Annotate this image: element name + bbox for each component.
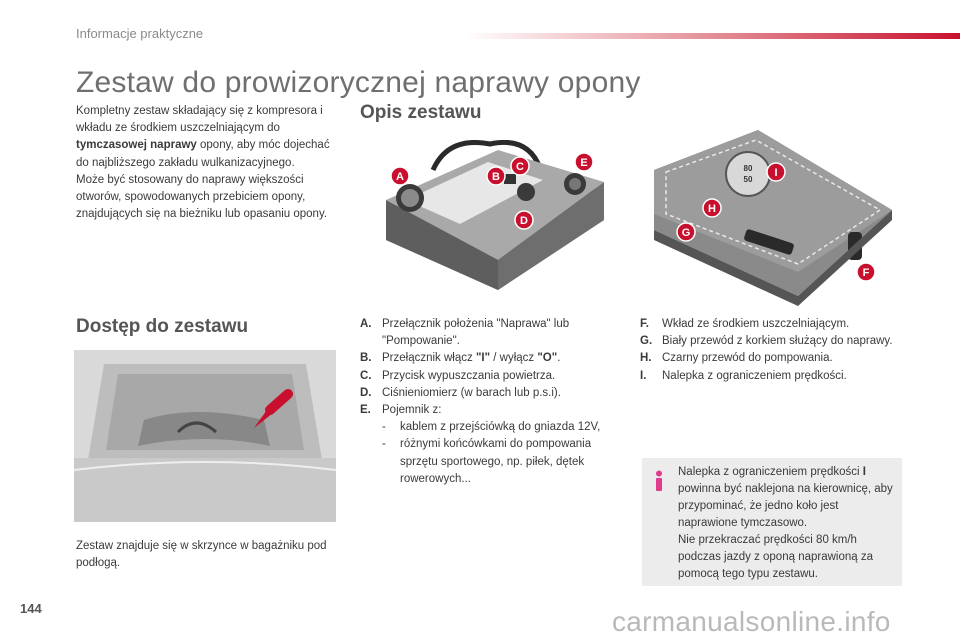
info-icon <box>652 470 666 492</box>
legend-subitem-nozzles: - różnymi końcówkami do pompowania sprzętu sportowego, np. piłek, dętek rowerowych... <box>382 438 592 485</box>
legend-item-b: B. Przełącznik włącz "I" / wyłącz "O". <box>360 352 561 365</box>
legend-item-d: D. Ciśnieniomierz (w barach lub p.s.i). <box>360 386 561 399</box>
legend-item-e: E. Pojemnik z: <box>360 404 442 417</box>
legend-subitem-cable: - kablem z przejściówką do gniazda 12V, <box>382 421 601 434</box>
callout-e <box>575 153 593 171</box>
legend-item-g: G. Biały przewód z korkiem służący do naprawy. <box>640 335 893 348</box>
svg-text:B: B <box>492 171 500 183</box>
info-note <box>642 458 902 586</box>
callout-f <box>857 263 875 281</box>
page-title: Zestaw do prowizorycznej naprawy opony <box>76 66 641 99</box>
callout-i <box>767 163 785 181</box>
trunk-caption: Zestaw znajduje się w skrzynce w bagażniku pod podłogą. <box>76 540 327 570</box>
legend-left <box>360 316 618 488</box>
legend-item-a: A. Przełącznik położenia "Naprawa" lub "Pompowanie". <box>360 318 570 348</box>
svg-text:D: D <box>520 215 528 227</box>
sticker-50: 50 <box>743 175 753 184</box>
kit-top-illustration <box>378 140 610 295</box>
sticker-80: 80 <box>743 164 753 173</box>
svg-text:C: C <box>516 161 524 173</box>
intro-text: Kompletny zestaw składający się z kompresora i wkładu ze środkiem uszczelniającym do tymczasowej naprawy opony, aby móc dojechać do najbliższego zakładu wulkanizacyjnego. Może być stosowany do naprawy większości otworów, spowodowanych przebiciem opony, znajdujących się na bieżniku lub opasaniu opony. <box>76 105 330 221</box>
section-label: Informacje praktyczne <box>76 26 204 41</box>
legend-item-h: H. Czarny przewód do pompowania. <box>640 352 833 365</box>
callout-b <box>487 167 505 185</box>
header-rule <box>464 33 960 39</box>
info-note-text: Nalepka z ograniczeniem prędkości I powinna być naklejona na kierownicę, aby przypominać, że jedno koło jest naprawione tymczasowo. Nie przekraczać prędkości 80 km/h podczas jazdy z oponą naprawioną za pomocą tego typu zestawu. <box>678 466 893 580</box>
svg-text:I: I <box>774 167 778 179</box>
callout-h <box>703 199 721 217</box>
watermark: carmanualsonline.info <box>612 606 891 637</box>
legend-right <box>640 316 898 385</box>
callout-g <box>677 223 695 241</box>
trunk-illustration <box>74 350 336 522</box>
legend-item-i: I. Nalepka z ograniczeniem prędkości. <box>640 369 847 382</box>
callout-d <box>515 211 533 229</box>
svg-text:H: H <box>708 203 716 215</box>
callout-a <box>391 167 409 185</box>
svg-text:G: G <box>681 227 691 239</box>
callout-c <box>511 157 529 175</box>
svg-text:E: E <box>580 157 588 169</box>
heading-opis-zestawu: Opis zestawu <box>360 102 482 123</box>
kit-bottom-illustration <box>648 110 896 310</box>
page-number: 144 <box>20 601 42 616</box>
legend-item-f: F. Wkład ze środkiem uszczelniającym. <box>640 318 850 330</box>
svg-text:F: F <box>862 267 870 279</box>
legend-item-c: C. Przycisk wypuszczania powietrza. <box>360 369 556 382</box>
svg-text:A: A <box>396 171 404 183</box>
heading-dostep-do-zestawu: Dostęp do zestawu <box>76 316 249 337</box>
